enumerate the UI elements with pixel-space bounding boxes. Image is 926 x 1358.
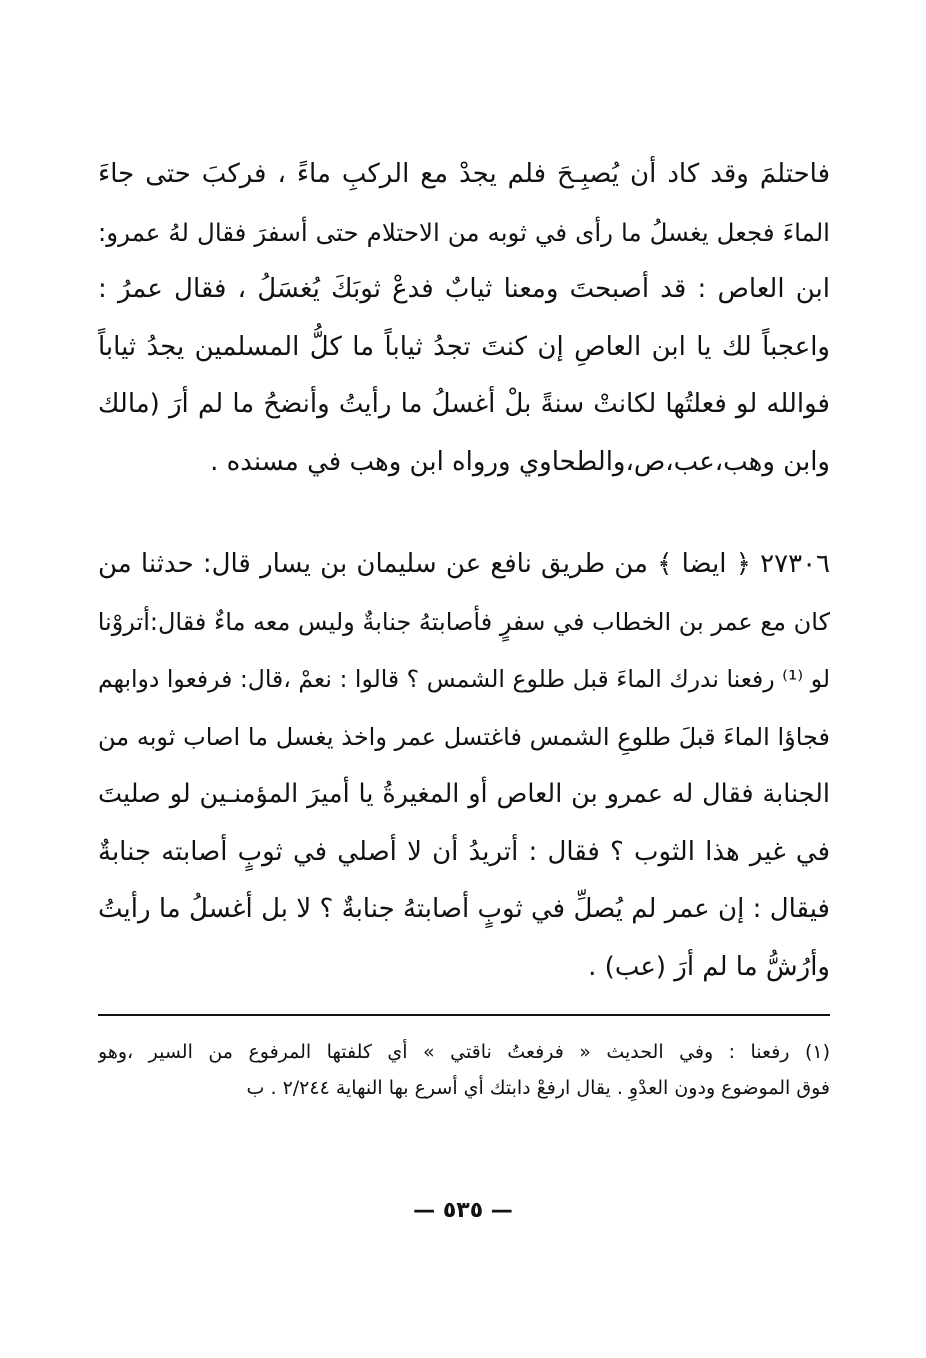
text-line: واعجباً لك يا ابن العاصِ إن كنتَ تجدُ ثياباً ما كلُّ المسلمين يجدُ ثياباً	[98, 331, 830, 362]
text-line: ٢٧٣٠٦ ﴿ ايضا ﴾ من طريق نافع عن سليمان بن يسار قال: حدثنا من	[98, 549, 830, 579]
text-line: وابن وهب،عب،ص،والطحاوي ورواه ابن وهب في مسنده .	[210, 446, 830, 477]
footnote-divider	[98, 1014, 830, 1016]
footnote-line: فوق الموضوع ودون العدْوِ . يقال ارفعْ دابتك أي أسرع بها النهاية ٢/٢٤٤ . ب	[246, 1077, 830, 1099]
text-line: فيقال : إن عمر لم يُصلِّ في ثوبٍ أصابتهُ جنابةٌ ؟ لا بل أغسلُ ما رأيتُ	[98, 894, 830, 924]
paragraph-2	[98, 536, 830, 996]
text-line: وأرُشُّ ما لم أرَ (عب) .	[588, 951, 830, 982]
text-line: فاحتلمَ وقد كاد أن يُصبِـحَ فلم يجدْ مع الركبِ ماءً ، فركبَ حتى جاءَ	[98, 159, 830, 189]
paragraph-1	[98, 146, 830, 491]
text-line: الجنابة فقال له عمرو بن العاص أو المغيرةُ يا أميرَ المؤمنـين لو صليتَ	[98, 779, 830, 809]
text-line: كان مع عمر بن الخطاب في سفرٍ فأصابتهُ جنابةٌ وليس معه ماءٌ فقال:أتروْنا	[98, 607, 830, 636]
text-line: فوالله لو فعلتُها لكانتْ سنةً بلْ أغسلُ ما رأيتُ وأنضحُ ما لم أرَ (مالك	[98, 389, 830, 419]
text-line: في غير هذا الثوب ؟ فقال : أتريدُ أن لا أصلي في ثوبٍ أصابته جنابةٌ	[98, 836, 830, 867]
text-line: لو ⁽¹⁾ رفعنا ندرك الماءَ قبل طلوع الشمس ؟ قالوا : نعمْ ،قال: فرفعوا دوابهم	[98, 665, 830, 693]
text-line: فجاؤا الماءَ قبلَ طلوعِ الشمس فاغتسل عمر واخذ يغسل ما اصاب ثوبه من	[98, 722, 830, 751]
text-line: ابن العاص : قد أصبحتَ ومعنا ثيابٌ فدعْ ثوبَكَ يُغسَلُ ، فقال عمرُ :	[98, 274, 830, 304]
footnote	[98, 1034, 830, 1106]
text-line: الماءَ فجعل يغسلُ ما رأى في ثوبه من الاحتلام حتى أسفرَ فقال لهُ عمرو:	[98, 217, 830, 247]
page-number: — ٥٣٥ —	[413, 1198, 513, 1223]
footnote-line: (١) رفعنا : وفي الحديث « فرفعتُ ناقتي » أي كلفتها المرفوع من السير ،وهو	[98, 1041, 830, 1063]
